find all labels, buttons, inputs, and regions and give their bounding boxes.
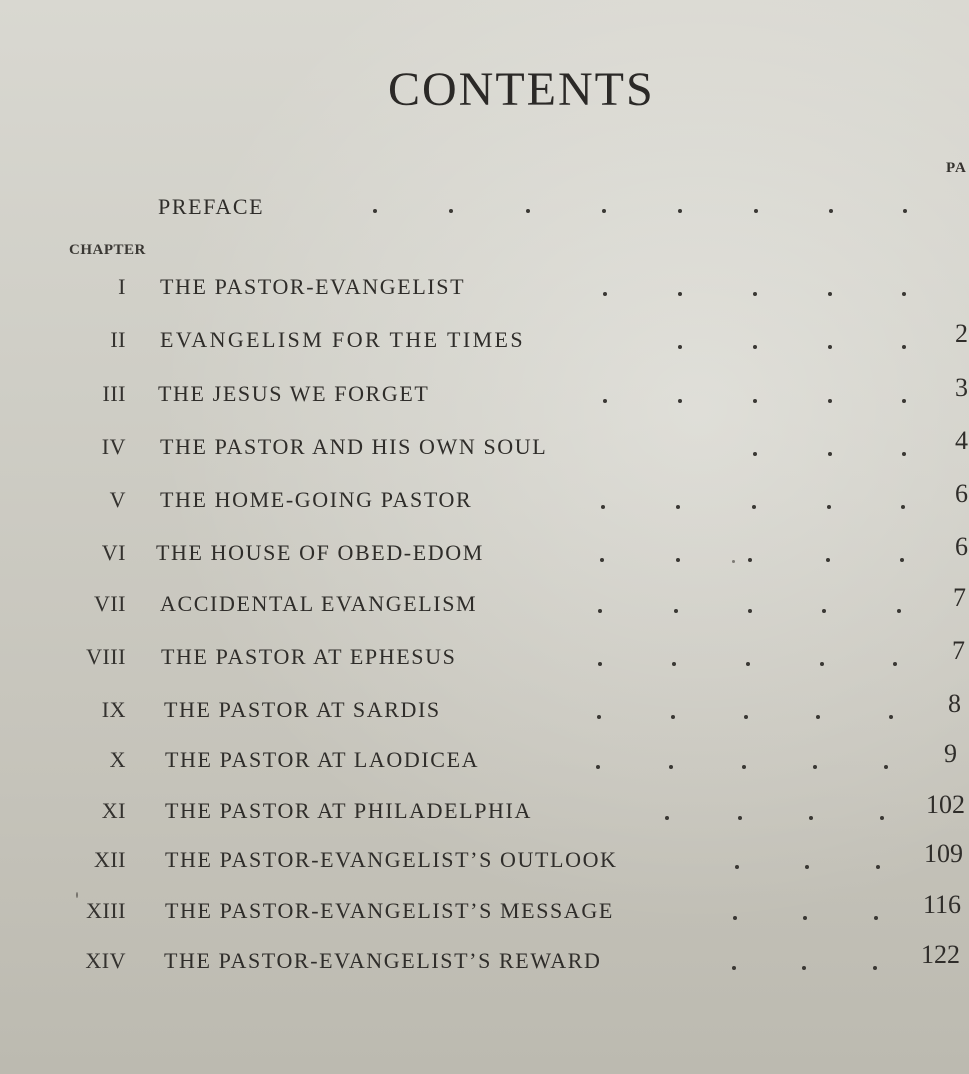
leader-dot xyxy=(678,292,682,296)
leader-dot xyxy=(601,505,605,509)
leader-dot xyxy=(828,452,832,456)
leader-dot xyxy=(753,292,757,296)
leader-dot xyxy=(596,765,600,769)
leader-dot xyxy=(597,715,601,719)
chapter-title: THE PASTOR-EVANGELIST’S MESSAGE xyxy=(165,898,614,923)
leader-dot xyxy=(805,865,809,869)
leader-dot xyxy=(672,662,676,666)
leader-dot xyxy=(884,765,888,769)
chapter-title: THE PASTOR AT LAODICEA xyxy=(165,747,480,772)
chapter-numeral: XIV xyxy=(85,948,126,973)
leader-dot xyxy=(603,399,607,403)
toc-entry xyxy=(0,479,969,521)
leader-dot xyxy=(873,966,877,970)
chapter-numeral: VI xyxy=(101,540,126,565)
leader-dot xyxy=(826,558,830,562)
leader-dot xyxy=(820,662,824,666)
chapter-numeral: XIII xyxy=(86,898,126,923)
leader-dot xyxy=(803,916,807,920)
leader-dot xyxy=(902,345,906,349)
toc-entry xyxy=(0,426,969,468)
chapter-numeral: VIII xyxy=(86,644,126,669)
chapter-title: THE PASTOR AT SARDIS xyxy=(164,697,441,722)
chapter-numeral: XI xyxy=(101,798,126,823)
chapter-numeral: XII xyxy=(93,847,126,872)
leader-dot xyxy=(744,715,748,719)
page-column-label: PA xyxy=(946,160,967,176)
chapter-title: THE JESUS WE FORGET xyxy=(158,381,430,406)
leader-dot xyxy=(665,816,669,820)
leader-dot xyxy=(829,209,833,213)
chapter-column-label: CHAPTER xyxy=(69,242,146,258)
toc-entry xyxy=(0,319,969,361)
leader-dot xyxy=(902,452,906,456)
chapter-title: THE HOME-GOING PASTOR xyxy=(160,487,473,512)
toc-entry xyxy=(0,839,969,881)
page-number: 122 xyxy=(921,940,960,969)
leader-dot xyxy=(889,715,893,719)
toc-entry xyxy=(0,532,969,574)
leader-dot xyxy=(733,916,737,920)
toc-entry xyxy=(0,790,969,832)
chapter-title: THE PASTOR AND HIS OWN SOUL xyxy=(160,434,548,459)
leader-dot xyxy=(738,816,742,820)
toc-entry xyxy=(0,739,969,781)
page-number: 116 xyxy=(923,890,962,919)
leader-dot xyxy=(735,865,739,869)
leader-dot xyxy=(880,816,884,820)
leader-dot xyxy=(603,292,607,296)
leader-dot xyxy=(828,399,832,403)
page-number: 7 xyxy=(953,583,966,612)
leader-dot xyxy=(598,609,602,613)
chapter-numeral: III xyxy=(102,381,126,406)
leader-dot xyxy=(598,662,602,666)
page-number: 4 xyxy=(955,426,968,455)
leader-dot xyxy=(874,916,878,920)
page-title: CONTENTS xyxy=(388,63,655,116)
chapter-title: THE PASTOR-EVANGELIST xyxy=(160,274,466,299)
leader-dot xyxy=(669,765,673,769)
leader-dot xyxy=(828,292,832,296)
page-number: 8 xyxy=(948,689,961,718)
leader-dot xyxy=(754,209,758,213)
page-number: 9 xyxy=(944,739,957,768)
toc-entry xyxy=(0,689,969,731)
leader-dot xyxy=(816,715,820,719)
toc-entry xyxy=(0,636,969,678)
leader-dot xyxy=(822,609,826,613)
chapter-numeral: II xyxy=(110,327,126,352)
leader-dot xyxy=(902,292,906,296)
toc-entry xyxy=(0,274,969,308)
toc-entry xyxy=(0,583,969,625)
leader-dot xyxy=(449,209,453,213)
chapter-numeral: IX xyxy=(101,697,126,722)
page-number: 2 xyxy=(955,319,968,348)
page-number: 102 xyxy=(926,790,965,819)
leader-dot xyxy=(827,505,831,509)
chapter-numeral: VII xyxy=(93,591,126,616)
toc-entry xyxy=(0,940,969,982)
leader-dot xyxy=(676,558,680,562)
leader-dot xyxy=(902,399,906,403)
preface-entry xyxy=(0,194,969,228)
chapter-numeral: IV xyxy=(101,434,126,459)
leader-dot xyxy=(748,558,752,562)
leader-dot xyxy=(876,865,880,869)
leader-dot xyxy=(602,209,606,213)
page-number: 6 xyxy=(955,532,968,561)
chapter-numeral: V xyxy=(109,487,126,512)
page-number: 6 xyxy=(955,479,968,508)
leader-dot xyxy=(809,816,813,820)
print-blemish xyxy=(76,892,78,898)
leader-dot xyxy=(903,209,907,213)
leader-dot xyxy=(676,505,680,509)
leader-dot xyxy=(901,505,905,509)
page-number: 7 xyxy=(952,636,965,665)
leader-dot xyxy=(678,209,682,213)
leader-dot xyxy=(674,609,678,613)
chapter-title: ACCIDENTAL EVANGELISM xyxy=(160,591,478,616)
leader-dot xyxy=(893,662,897,666)
chapter-title: THE HOUSE OF OBED-EDOM xyxy=(156,540,484,565)
leader-dot xyxy=(373,209,377,213)
chapter-title: THE PASTOR-EVANGELIST’S REWARD xyxy=(164,948,602,973)
leader-dot xyxy=(678,345,682,349)
leader-dot xyxy=(813,765,817,769)
chapter-numeral: I xyxy=(118,274,126,299)
leader-dot xyxy=(600,558,604,562)
page-number: 3 xyxy=(955,373,968,402)
leader-dot xyxy=(897,609,901,613)
leader-dot xyxy=(678,399,682,403)
chapter-title: THE PASTOR AT PHILADELPHIA xyxy=(165,798,532,823)
chapter-title: THE PASTOR-EVANGELIST’S OUTLOOK xyxy=(165,847,618,872)
chapter-title: THE PASTOR AT EPHESUS xyxy=(161,644,457,669)
leader-dot xyxy=(746,662,750,666)
leader-dot xyxy=(752,505,756,509)
leader-dot xyxy=(900,558,904,562)
print-blemish xyxy=(732,560,735,563)
chapter-numeral: X xyxy=(109,747,126,772)
leader-dot xyxy=(753,345,757,349)
leader-dot xyxy=(732,966,736,970)
leader-dot xyxy=(828,345,832,349)
toc-entry xyxy=(0,890,969,932)
leader-dot xyxy=(753,452,757,456)
leader-dot xyxy=(671,715,675,719)
leader-dot xyxy=(802,966,806,970)
chapter-title: EVANGELISM FOR THE TIMES xyxy=(160,327,526,352)
page-number: 109 xyxy=(924,839,963,868)
leader-dot xyxy=(753,399,757,403)
preface-title: PREFACE xyxy=(158,194,265,219)
leader-dot xyxy=(748,609,752,613)
toc-entry xyxy=(0,373,969,415)
leader-dot xyxy=(742,765,746,769)
leader-dot xyxy=(526,209,530,213)
